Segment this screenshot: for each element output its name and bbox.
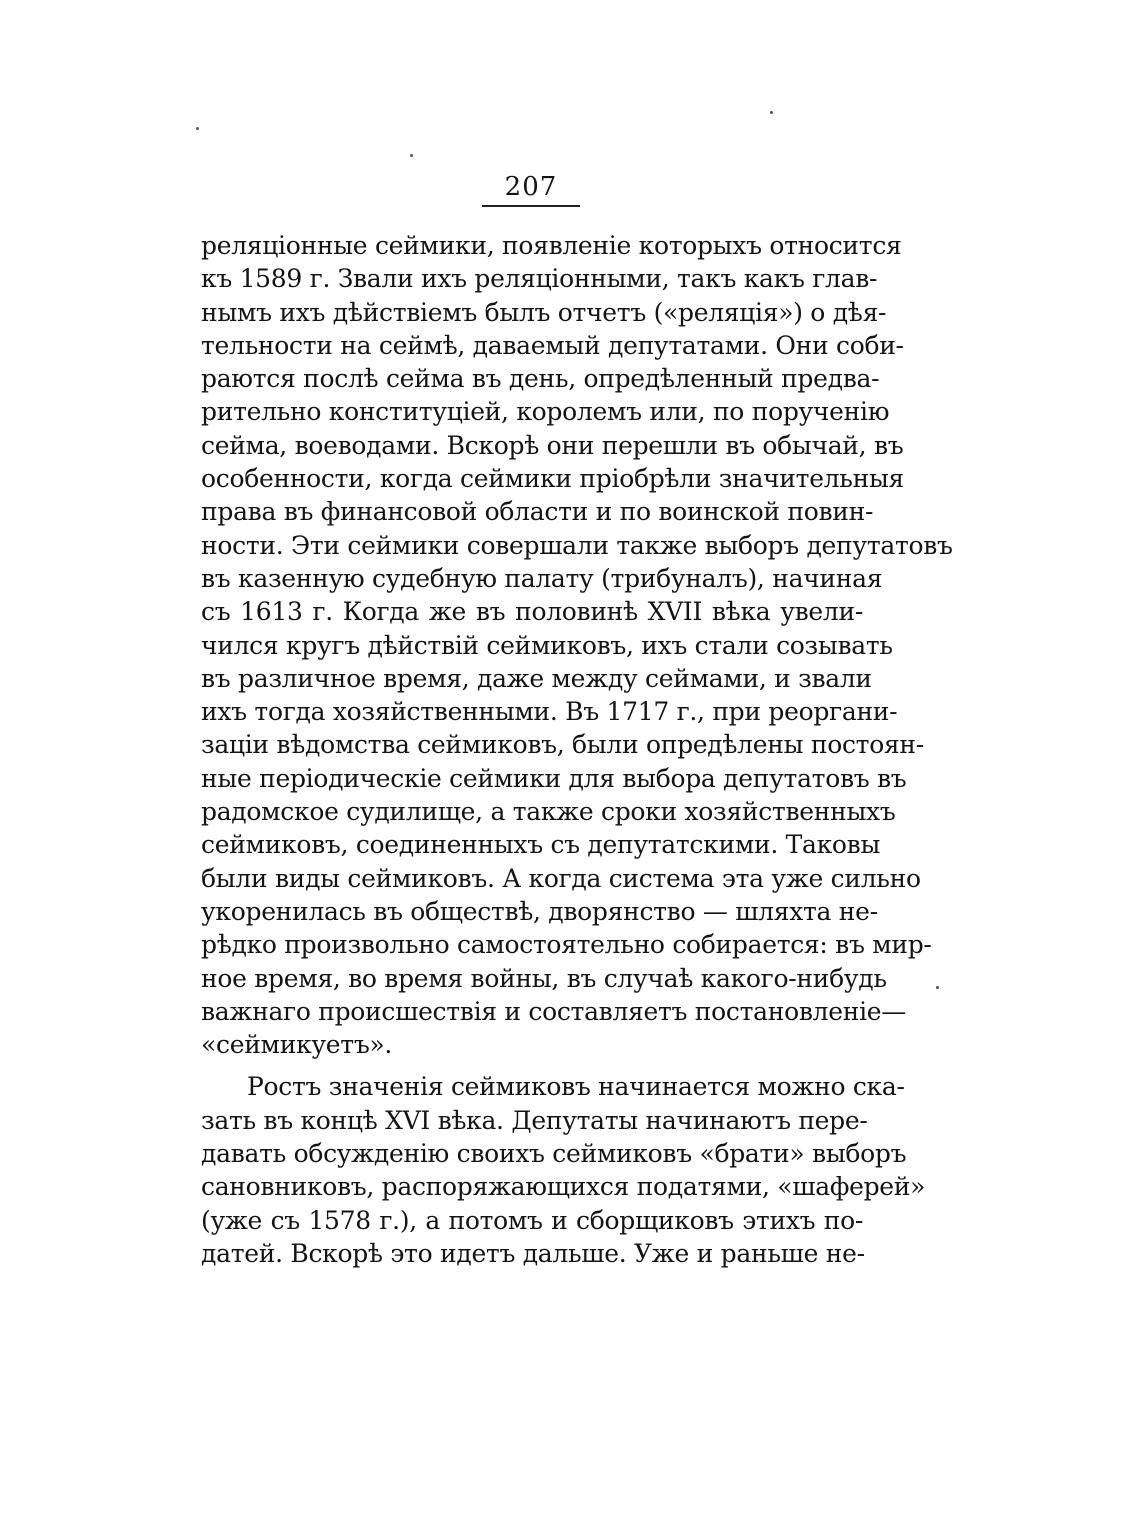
text-line: реляціонные сеймики, появленіе которыхъ относится <box>201 231 902 260</box>
text-line: «сеймикуетъ». <box>201 1030 393 1060</box>
text-line: (уже съ 1578 г.), а потомъ и сборщиковъ этихъ по- <box>201 1205 863 1235</box>
header-rule <box>482 205 580 207</box>
text-line: укоренилась въ обществѣ, дворянство — шляхта не- <box>201 896 878 926</box>
text-line: нымъ ихъ дѣйствіемъ былъ отчетъ («реляція») о дѣя- <box>201 297 887 327</box>
text-line: рѣдко произвольно самостоятельно собирается: въ мир- <box>201 930 932 960</box>
text-line: въ различное время, даже между сеймами, и звали <box>201 663 872 693</box>
text-line: сейма, воеводами. Вскорѣ они перешли въ обычай, въ <box>201 430 904 460</box>
scan-speck <box>770 111 773 114</box>
text-line: къ 1589 г. Звали ихъ реляціонными, такъ какъ глав- <box>201 264 878 294</box>
text-line: въ казенную судебную палату (трибуналъ), начиная <box>201 563 883 593</box>
paragraph-1 <box>201 229 953 1061</box>
text-line: были виды сеймиковъ. А когда система эта уже сильно <box>201 863 921 893</box>
text-line: заціи вѣдомства сеймиковъ, были опредѣлены постоян- <box>201 730 924 760</box>
text-line: тельности на сеймѣ, даваемый депутатами. Они соби- <box>201 330 904 360</box>
text-line: зать въ концѣ XVI вѣка. Депутаты начинаютъ пере- <box>201 1105 868 1135</box>
paragraph-2 <box>201 1070 926 1270</box>
text-line: права въ финансовой области и по воинской повин- <box>201 497 874 527</box>
text-line: съ 1613 г. Когда же въ половинѣ XVII вѣка увели- <box>201 597 863 627</box>
scan-speck <box>410 154 413 157</box>
text-line: радомское судилище, а также сроки хозяйственныхъ <box>201 797 896 827</box>
scan-speck <box>196 127 199 130</box>
scan-speck <box>936 986 939 989</box>
text-line: ихъ тогда хозяйственными. Въ 1717 г., при реоргани- <box>201 697 898 727</box>
text-line: давать обсужденію своихъ сеймиковъ «брати» выборъ <box>201 1139 907 1169</box>
paragraph-spacer <box>201 1061 863 1070</box>
text-line: ные періодическіе сеймики для выбора депутатовъ въ <box>201 763 907 793</box>
text-line: ности. Эти сеймики совершали также выборъ депутатовъ <box>201 530 953 560</box>
text-line: чился кругъ дѣйствій сеймиковъ, ихъ стали созывать <box>201 630 893 660</box>
text-line: Ростъ значенія сеймиковъ начинается можно ска- <box>247 1072 905 1102</box>
text-line: датей. Вскорѣ это идетъ дальше. Уже и раньше не- <box>201 1238 865 1268</box>
text-line: раются послѣ сейма въ день, опредѣленный предва- <box>201 364 880 394</box>
text-line: сановниковъ, распоряжающихся податями, «шаферей» <box>201 1172 926 1202</box>
body-text <box>201 229 953 1270</box>
page-number: 207 <box>504 172 558 202</box>
text-line: сеймиковъ, соединенныхъ съ депутатскими. Таковы <box>201 830 881 860</box>
text-line: ное время, во время войны, въ случаѣ какого-нибудь <box>201 963 887 993</box>
text-line: рительно конституціей, королемъ или, по порученію <box>201 397 890 427</box>
text-line: особенности, когда сеймики пріобрѣли значительныя <box>201 464 905 494</box>
text-line: важнаго происшествія и составляетъ постановленіе— <box>201 996 906 1026</box>
